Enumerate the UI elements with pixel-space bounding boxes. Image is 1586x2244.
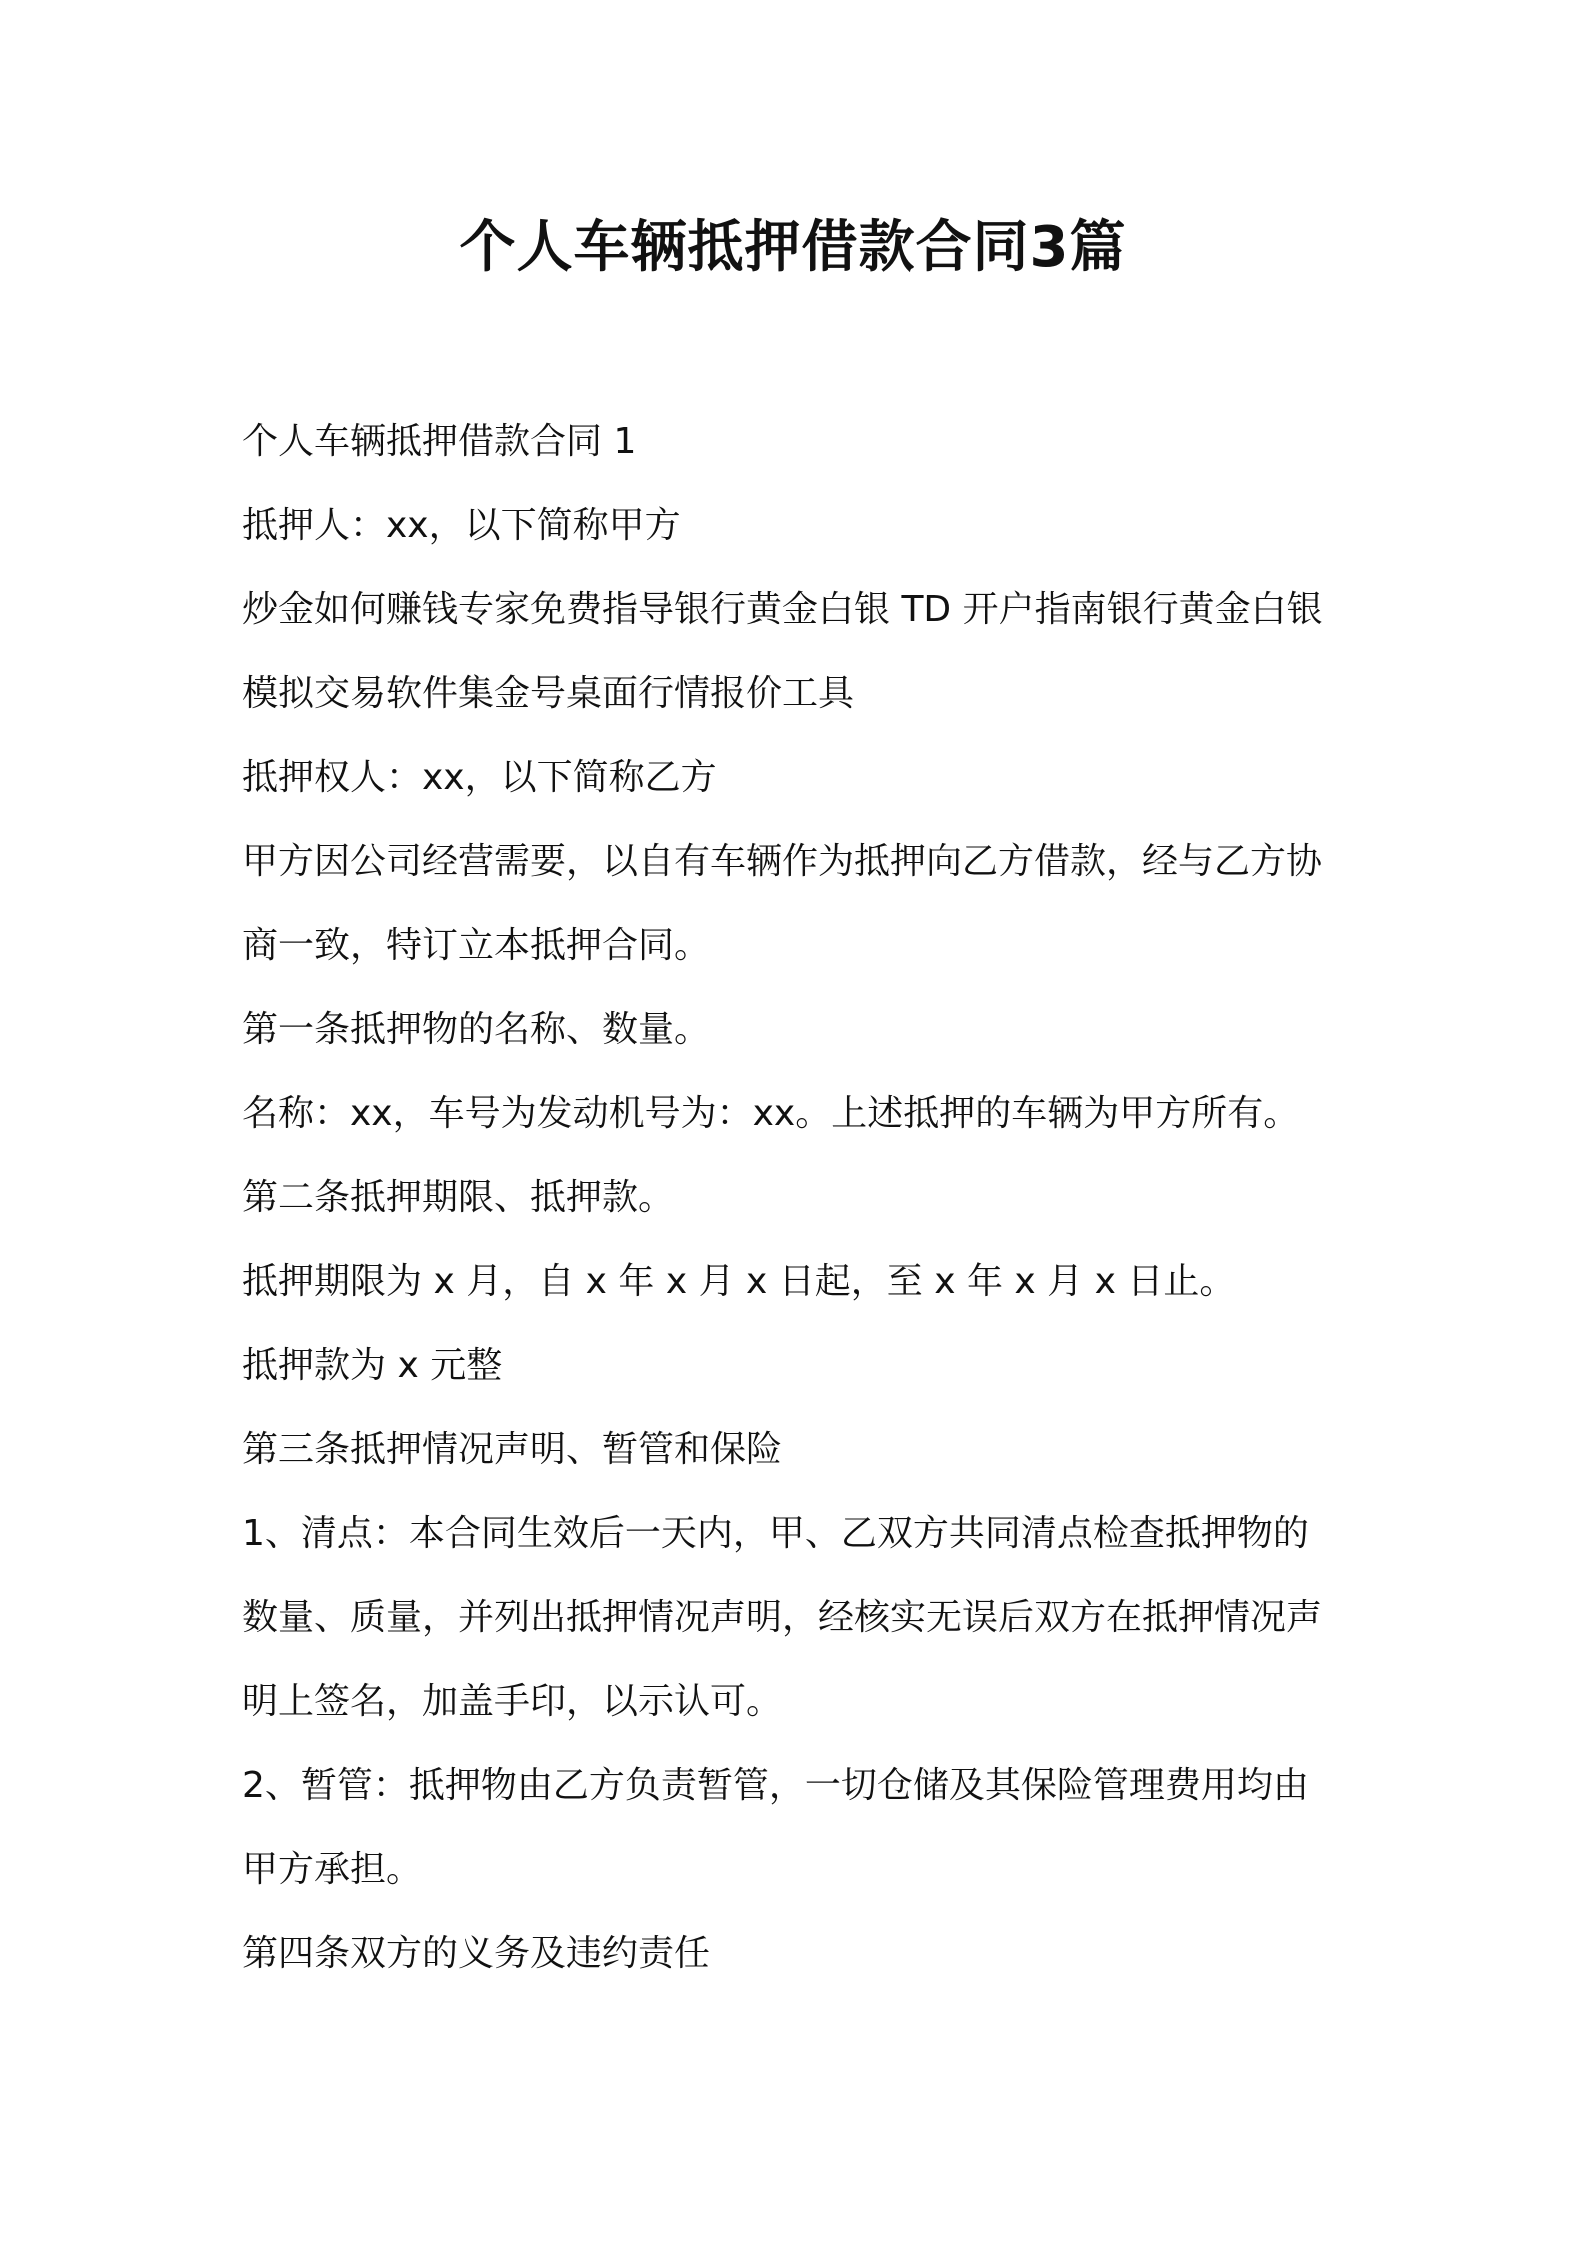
line-article-3-item-2a: 2、暂管：抵押物由乙方负责暂管，一切仓储及其保险管理费用均由 <box>242 1765 1309 1806</box>
line-article-1: 第一条抵押物的名称、数量。 <box>242 1009 711 1050</box>
line-article-2-amount: 抵押款为 x 元整 <box>242 1345 503 1386</box>
line-ad-text-2: 模拟交易软件集金号桌面行情报价工具 <box>242 673 855 714</box>
line-preamble-2: 商一致，特订立本抵押合同。 <box>242 925 711 966</box>
line-article-1-body: 名称：xx，车号为发动机号为：xx。上述抵押的车辆为甲方所有。 <box>242 1093 1300 1134</box>
line-mortgagee: 抵押权人：xx，以下简称乙方 <box>242 757 717 798</box>
line-article-2: 第二条抵押期限、抵押款。 <box>242 1177 675 1218</box>
line-article-3-item-1a: 1、清点：本合同生效后一天内，甲、乙双方共同清点检查抵押物的 <box>242 1513 1309 1554</box>
document-body <box>242 400 1362 1996</box>
line-article-4: 第四条双方的义务及违约责任 <box>242 1933 711 1974</box>
line-article-3-item-1b: 数量、质量，并列出抵押情况声明，经核实无误后双方在抵押情况声 <box>242 1597 1323 1638</box>
line-ad-text-1: 炒金如何赚钱专家免费指导银行黄金白银 TD 开户指南银行黄金白银 <box>242 589 1323 630</box>
line-article-2-term: 抵押期限为 x 月，自 x 年 x 月 x 日起，至 x 年 x 月 x 日止。 <box>242 1261 1236 1302</box>
line-preamble-1: 甲方因公司经营需要，以自有车辆作为抵押向乙方借款，经与乙方协 <box>242 841 1323 882</box>
line-article-3: 第三条抵押情况声明、暂管和保险 <box>242 1429 783 1470</box>
document-title: 个人车辆抵押借款合同3篇 <box>459 215 1127 280</box>
line-contract-heading: 个人车辆抵押借款合同 1 <box>242 421 637 462</box>
line-mortgagor: 抵押人：xx，以下简称甲方 <box>242 505 681 546</box>
line-article-3-item-2b: 甲方承担。 <box>242 1849 423 1890</box>
line-article-3-item-1c: 明上签名，加盖手印，以示认可。 <box>242 1681 783 1722</box>
